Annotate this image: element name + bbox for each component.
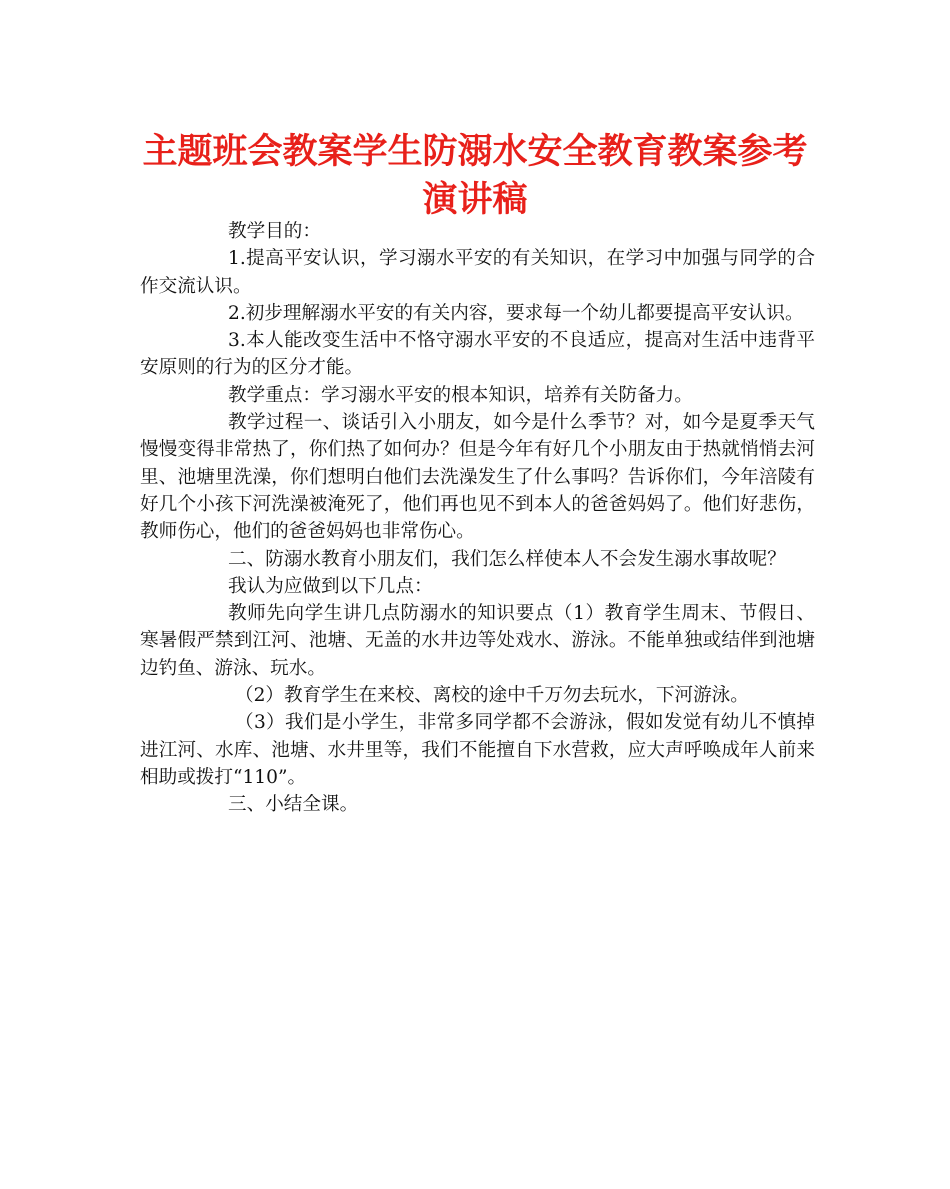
paragraph-objectives-heading: 教学目的： bbox=[228, 221, 321, 242]
paragraph-objective-2: 2.初步理解溺水平安的有关内容，要求每一个幼儿都要提高平安认识。 bbox=[228, 302, 804, 324]
paragraph-process-intro: 教学过程一、谈话引入小朋友，如今是什么季节？对，如今是夏季天气慢慢变得非常热了，你们热了如何办？但是今年有好几个小朋友由于热就悄悄去河里、池塘里洗澡，你们想明白他们去洗澡发生了什么事吗？告诉你们，今年涪陵有好几个小孩下河洗澡被淹死了，他们再也见不到本人的爸爸妈妈了。他们好悲伤，教师伤心，他们的爸爸妈妈也非常伤心。 bbox=[140, 412, 815, 543]
paragraph-points-lead: 我认为应做到以下几点： bbox=[228, 575, 433, 597]
document-title: 主题班会教案学生防溺水安全教育教案参考演讲稿 bbox=[142, 132, 808, 220]
paragraph-point-3: （3）我们是小学生，非常多同学都不会游泳，假如发觉有幼儿不慎掉进江河、水库、池塘、水井里等，我们不能擅自下水营救，应大声呼唤成年人前来相助或拨打“110”。 bbox=[140, 712, 815, 788]
paragraph-section-two: 二、防溺水教育小朋友们，我们怎么样使本人不会发生溺水事故呢？ bbox=[228, 548, 786, 570]
paragraph-objective-3: 3.本人能改变生活中不恪守溺水平安的不良适应，提高对生活中违背平安原则的行为的区分才能。 bbox=[140, 330, 815, 379]
paragraph-objective-1: 1.提高平安认识，学习溺水平安的有关知识，在学习中加强与同学的合作交流认识。 bbox=[140, 248, 815, 297]
paragraph-summary: 三、小结全课。 bbox=[228, 794, 359, 816]
paragraph-point-2: （2）教育学生在来校、离校的途中千万勿去玩水，下河游泳。 bbox=[235, 685, 749, 707]
paragraph-teacher-points: 教师先向学生讲几点防溺水的知识要点（1）教育学生周末、节假日、寒暑假严禁到江河、池塘、无盖的水井边等处戏水、游泳。不能单独或结伴到池塘边钓鱼、游泳、玩水。 bbox=[140, 603, 815, 679]
paragraph-key-points: 教学重点：学习溺水平安的根本知识，培养有关防备力。 bbox=[228, 384, 693, 406]
document-body bbox=[140, 218, 815, 819]
